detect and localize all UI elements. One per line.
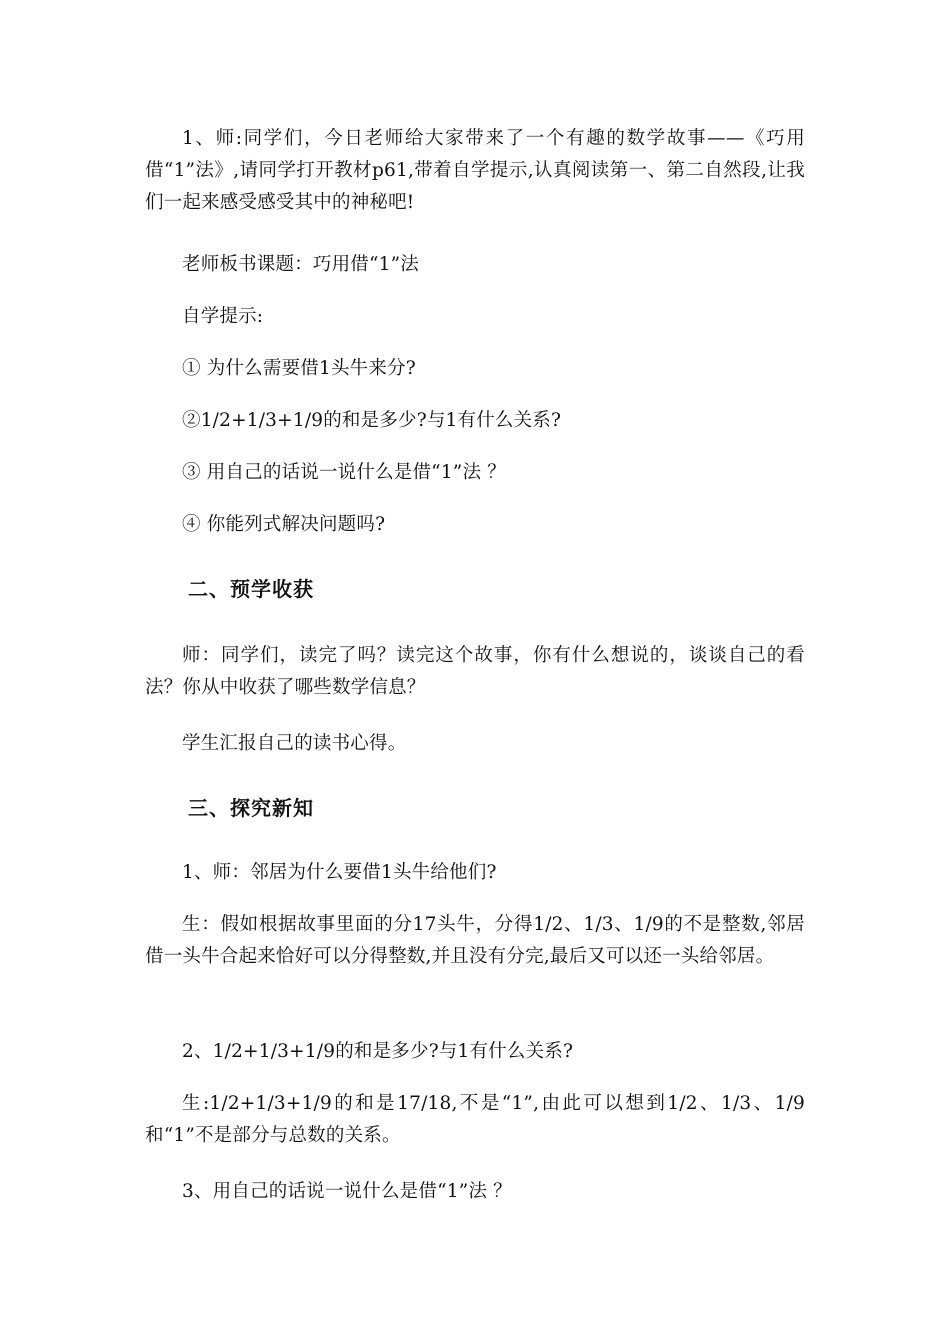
tip-2: ②1/2+1/3+1/9的和是多少?与1有什么关系? <box>182 410 562 431</box>
section-heading-explore: 三、探究新知 <box>188 796 314 820</box>
intro-paragraph: 1、师:同学们，今日老师给大家带来了一个有趣的数学故事——《巧用借“1”法》,请同学打开教材p61,带着自学提示,认真阅读第一、第二自然段,让我们一起来感受感受其中的神秘吧! <box>145 128 805 213</box>
self-study-tips-label: 自学提示: <box>182 306 264 327</box>
section-heading-preview-gains: 二、预学收获 <box>188 577 314 601</box>
question-1: 1、师：邻居为什么要借1头牛给他们? <box>182 862 497 883</box>
teacher-question-paragraph: 师：同学们，读完了吗？读完这个故事，你有什么想说的，谈谈自己的看法？你从中收获了哪些数学信息？ <box>145 645 805 698</box>
question-3: 3、用自己的话说一说什么是借“1”法 ？ <box>182 1181 512 1202</box>
tip-3: ③ 用自己的话说一说什么是借“1”法 ？ <box>182 462 506 483</box>
student-report-line: 学生汇报自己的读书心得。 <box>182 733 407 754</box>
tip-4: ④ 你能列式解决问题吗? <box>182 514 386 535</box>
question-2: 2、1/2+1/3+1/9的和是多少?与1有什么关系? <box>182 1041 574 1062</box>
answer-2: 生:1/2+1/3+1/9的和是17/18,不是“1”,由此可以想到1/2、1/3、1/9和“1”不是部分与总数的关系。 <box>145 1093 805 1146</box>
tip-1: ① 为什么需要借1头牛来分? <box>182 358 416 379</box>
board-title-line: 老师板书课题：巧用借“1”法 <box>182 254 419 275</box>
answer-1: 生：假如根据故事里面的分17头牛，分得1/2、1/3、1/9的不是整数,邻居借一头牛合起来恰好可以分得整数,并且没有分完,最后又可以还一头给邻居。 <box>145 914 805 967</box>
